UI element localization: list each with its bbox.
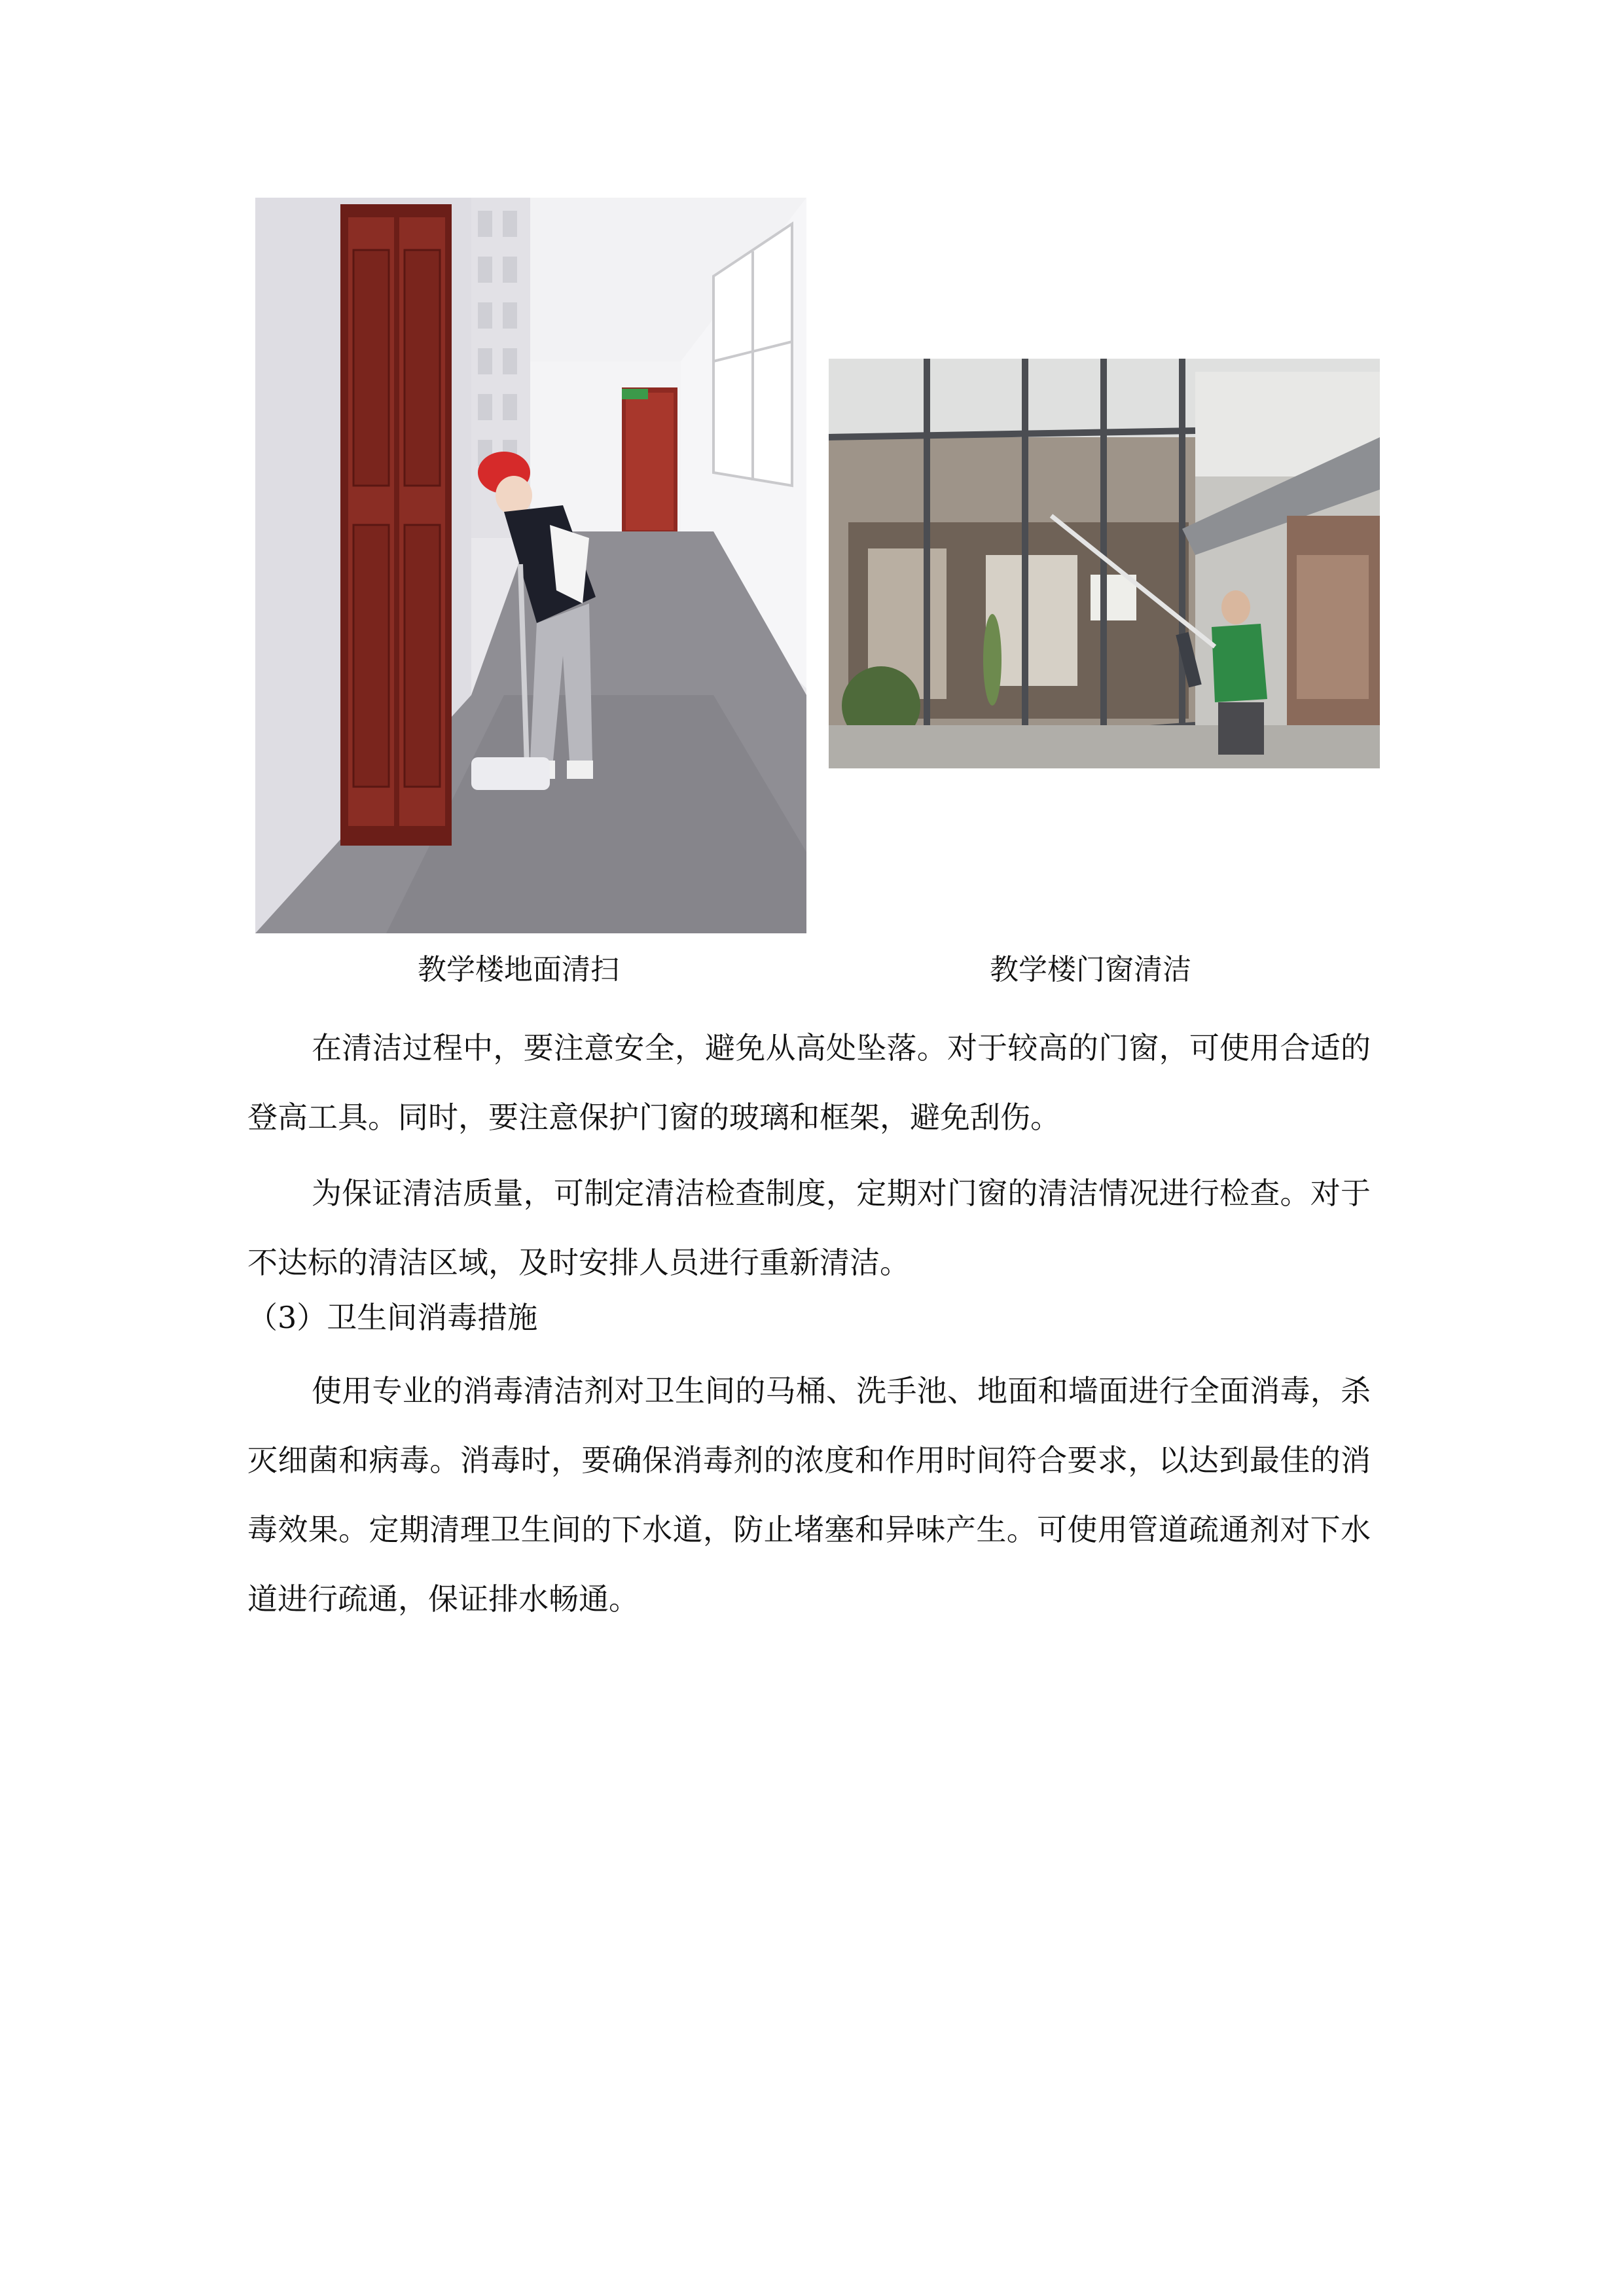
paragraph-quality-check: 为保证清洁质量，可制定清洁检查制度，定期对门窗的清洁情况进行检查。对于不达标的清洁区域，及时安排人员进行重新清洁。 (247, 1175, 1371, 1280)
figure-caption-floor-sweeping: 教学楼地面清扫 (418, 953, 619, 986)
photo-window-cleaning (829, 359, 1380, 768)
photo-hallway-floor-sweeping (255, 198, 806, 933)
figure-caption-window-cleaning: 教学楼门窗清洁 (990, 953, 1191, 986)
paragraph-safety: 在清洁过程中，要注意安全，避免从高处坠落。对于较高的门窗，可使用合适的登高工具。同时，要注意保护门窗的玻璃和框架，避免刮伤。 (247, 1030, 1371, 1135)
paragraph-restroom-disinfection: 使用专业的消毒清洁剂对卫生间的马桶、洗手池、地面和墙面进行全面消毒，杀灭细菌和病毒。消毒时，要确保消毒剂的浓度和作用时间符合要求，以达到最佳的消毒效果。定期清理卫生间的下水道，防止堵塞和异味产生。可使用管道疏通剂对下水道进行疏通，保证排水畅通。 (247, 1373, 1371, 1617)
section-heading-restroom-disinfection: （3）卫生间消毒措施 (247, 1300, 538, 1335)
